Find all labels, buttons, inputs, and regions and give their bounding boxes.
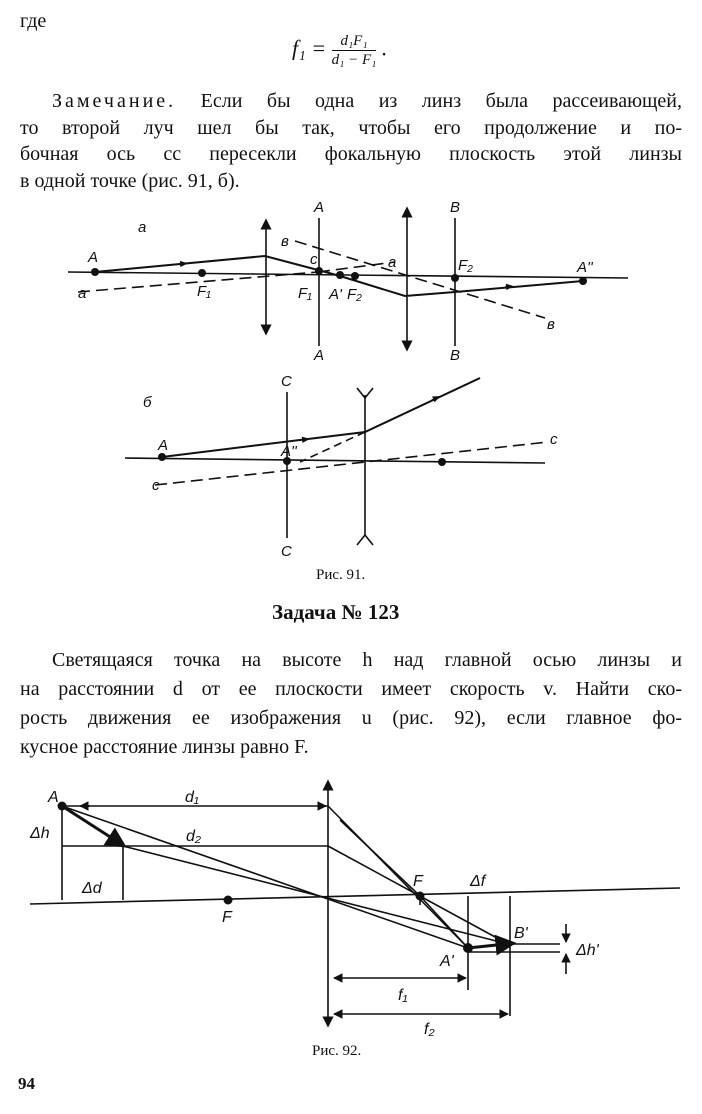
remark-line-3: бочная ось cc пересекли фокальную плоскость этой линзы: [20, 143, 682, 165]
ray-arrow-2: [505, 287, 510, 288]
label-C-bottom: C: [281, 543, 292, 560]
page-number: 94: [18, 1074, 35, 1093]
figure-91a: [68, 212, 628, 346]
point-F-right: [416, 892, 425, 901]
label-C-top: C: [281, 373, 292, 390]
problem-paragraph: [20, 646, 682, 762]
point-A-prime: [336, 271, 344, 279]
figure-91a-labels: [78, 199, 594, 364]
label-c-left: c: [152, 477, 160, 494]
ray-b-arrow-1: [300, 439, 306, 440]
intro-word: где: [20, 10, 47, 32]
label-A-double: A'': [577, 259, 593, 276]
label-d2: d₂: [186, 828, 201, 845]
label-dh: Δh: [30, 825, 50, 842]
figure-92-labels: [29, 789, 600, 1038]
main-axis: [68, 272, 628, 278]
label-F2-b: F₂: [458, 257, 473, 274]
label-f2: f₂: [424, 1021, 435, 1038]
velocity-v: [62, 806, 118, 842]
main-axis-92: [30, 888, 680, 904]
ray-b-arrow-2: [432, 398, 437, 400]
label-panel-b: б: [143, 394, 152, 411]
formula-fraction: [332, 32, 377, 69]
secondary-axis-v: [295, 241, 545, 318]
label-a-left: а: [78, 285, 87, 302]
secondary-axis-a-right: [318, 262, 395, 272]
caption-figure-92: Рис. 92.: [312, 1043, 362, 1059]
label-A: A: [88, 249, 99, 266]
label-F1-left: F₁: [197, 283, 211, 300]
label-lens2-top: B: [450, 199, 461, 216]
ray-A-focus: [328, 806, 468, 948]
point-F1-left: [198, 269, 206, 277]
figure-91: [0, 190, 702, 570]
figure-91b-labels: [143, 373, 558, 560]
point-A-prime-92: [463, 943, 473, 953]
point-A-92: [58, 802, 67, 811]
problem-line-2: на расстоянии d от ее плоскости имеет скорость v. Найти ско-: [20, 678, 682, 700]
label-df: Δf: [470, 873, 486, 890]
remark-paragraph: [20, 88, 682, 194]
label-F-left: F: [222, 909, 232, 926]
formula-end: .: [381, 35, 388, 61]
problem-line-4: кусное расстояние линзы равно F.: [20, 736, 309, 758]
point-focus-b: [438, 458, 446, 466]
label-lens2-bottom: B: [450, 347, 461, 364]
label-A-double-b: A'': [281, 443, 297, 460]
label-lens1-top: A: [314, 199, 325, 216]
point-F2-right: [451, 274, 459, 282]
point-F-left: [224, 896, 233, 905]
axis-b: [125, 458, 545, 463]
point-F1: [315, 267, 323, 275]
formula-lhs: f₁: [292, 35, 306, 61]
formula-denominator: d₁ − F₁: [331, 52, 377, 68]
focus-ray: [340, 820, 420, 896]
label-lens1-bottom: A: [314, 347, 325, 364]
formula-eq: =: [311, 35, 327, 61]
remark-line-2: то второй луч шел бы так, чтобы его продолжение и по-: [20, 116, 682, 139]
secondary-axis-c: [155, 442, 548, 485]
label-A-b: A: [158, 437, 169, 454]
label-A-92: A: [48, 789, 59, 806]
label-F2-a: F₂: [347, 286, 362, 303]
label-f1: f₁: [398, 987, 408, 1004]
label-F1: F₁: [298, 285, 312, 302]
formula-numerator: d₁F₁: [332, 32, 377, 51]
formula: [292, 32, 387, 69]
caption-figure-91: Рис. 91.: [316, 567, 366, 583]
point-F2: [351, 272, 359, 280]
label-B-prime: B': [514, 925, 528, 942]
figure-92: [0, 770, 702, 1040]
label-v-right: в: [547, 316, 555, 333]
figure-91b: [125, 378, 548, 545]
point-A-double: [579, 277, 587, 285]
lens-diverging-bottom: [357, 535, 373, 545]
problem-line-1: Светящаяся точка на высоте h над главной осью линзы и: [52, 649, 682, 671]
ray-b: [162, 378, 480, 457]
remark-text-1: Если бы одна из линз была рассеивающей,: [176, 90, 682, 112]
label-d1: d₁: [185, 789, 199, 806]
remark-line-4: в одной точке (рис. 91, б).: [20, 169, 240, 192]
label-dh-prime: Δh': [576, 942, 599, 959]
figure-92-lines: [30, 785, 680, 1022]
problem-title: Задача № 123: [272, 600, 400, 624]
remark-line-1: [20, 88, 682, 115]
label-dd: Δd: [82, 880, 102, 897]
label-c-right: c: [550, 431, 558, 448]
label-panel-a: а: [138, 219, 147, 236]
velocity-u: [468, 944, 506, 948]
label-a-mid: а: [388, 254, 397, 271]
label-v-left: в: [281, 233, 289, 250]
label-F-right: F: [413, 873, 423, 890]
problem-line-3: рость движения ее изображения u (рис. 92), если главное фо-: [20, 707, 682, 729]
point-A-b: [158, 453, 166, 461]
remark-label: Замечание.: [52, 90, 177, 112]
point-A: [91, 268, 99, 276]
label-A-prime: A': [329, 286, 342, 303]
label-A-prime-92: A': [440, 953, 454, 970]
label-c: c: [310, 251, 318, 268]
